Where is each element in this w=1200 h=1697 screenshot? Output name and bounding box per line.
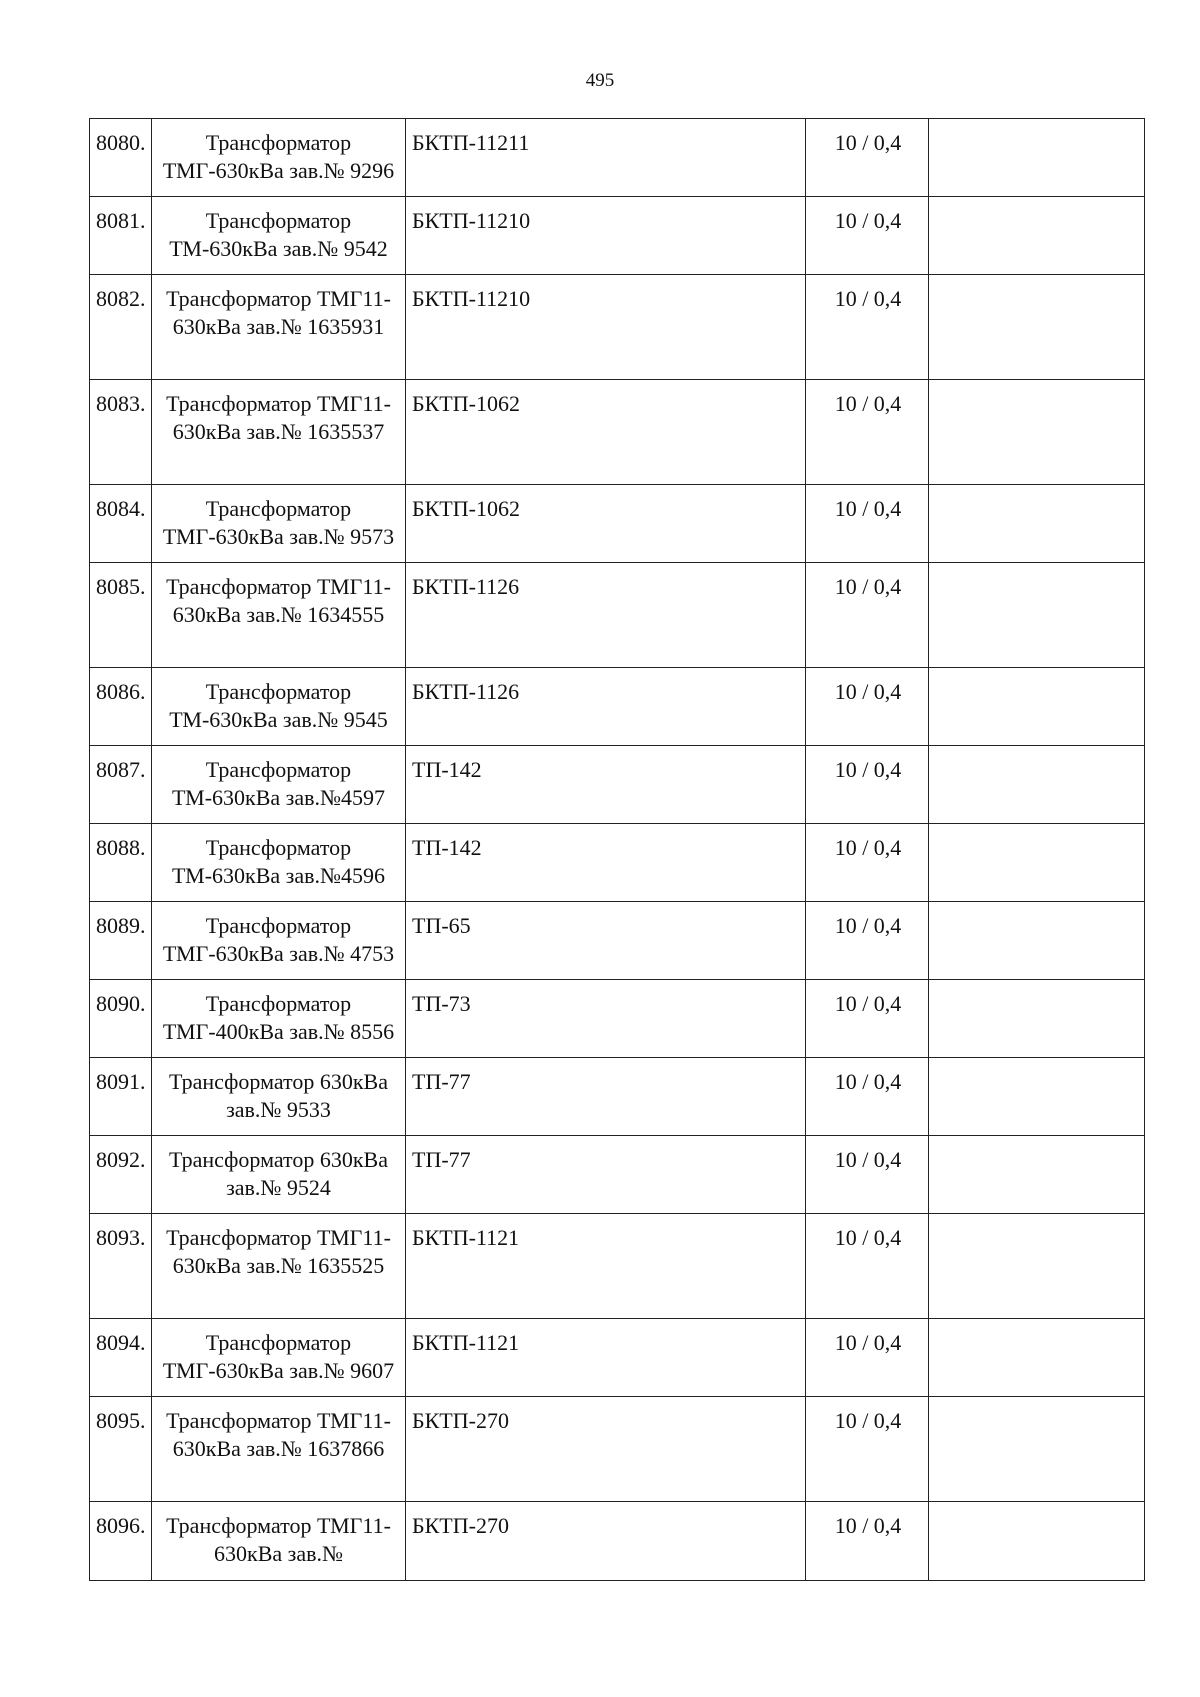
voltage: 10 / 0,4 <box>806 1319 929 1397</box>
equipment-name: Трансформатор 630кВа зав.№ 9524 <box>152 1136 406 1214</box>
row-number: 8086. <box>90 668 152 746</box>
substation: БКТП-11211 <box>406 119 806 197</box>
substation: БКТП-1126 <box>406 563 806 668</box>
empty-cell <box>929 1136 1145 1214</box>
equipment-name: Трансформатор ТМ-630кВа зав.№ 9542 <box>152 197 406 275</box>
row-number: 8085. <box>90 563 152 668</box>
row-number: 8094. <box>90 1319 152 1397</box>
equipment-name: Трансформатор ТМ-630кВа зав.№4597 <box>152 746 406 824</box>
page-number: 495 <box>585 70 615 91</box>
voltage: 10 / 0,4 <box>806 380 929 485</box>
table-row <box>90 1319 1145 1397</box>
equipment-table <box>89 118 1145 1581</box>
equipment-name: Трансформатор ТМГ11-630кВа зав.№ 1637866 <box>152 1397 406 1502</box>
equipment-name: Трансформатор ТМГ-630кВа зав.№ 9296 <box>152 119 406 197</box>
table-row <box>90 1502 1145 1581</box>
voltage: 10 / 0,4 <box>806 275 929 380</box>
voltage: 10 / 0,4 <box>806 1397 929 1502</box>
equipment-name: Трансформатор ТМГ-630кВа зав.№ 4753 <box>152 902 406 980</box>
voltage: 10 / 0,4 <box>806 119 929 197</box>
voltage: 10 / 0,4 <box>806 1502 929 1581</box>
voltage: 10 / 0,4 <box>806 1214 929 1319</box>
empty-cell <box>929 119 1145 197</box>
voltage: 10 / 0,4 <box>806 563 929 668</box>
empty-cell <box>929 275 1145 380</box>
voltage: 10 / 0,4 <box>806 902 929 980</box>
voltage: 10 / 0,4 <box>806 980 929 1058</box>
equipment-name: Трансформатор ТМГ-630кВа зав.№ 9573 <box>152 485 406 563</box>
empty-cell <box>929 380 1145 485</box>
voltage: 10 / 0,4 <box>806 668 929 746</box>
empty-cell <box>929 824 1145 902</box>
empty-cell <box>929 902 1145 980</box>
equipment-name: Трансформатор ТМ-630кВа зав.№ 9545 <box>152 668 406 746</box>
equipment-name: Трансформатор ТМ-630кВа зав.№4596 <box>152 824 406 902</box>
substation: БКТП-11210 <box>406 275 806 380</box>
empty-cell <box>929 746 1145 824</box>
substation: ТП-73 <box>406 980 806 1058</box>
substation: БКТП-1121 <box>406 1319 806 1397</box>
row-number: 8087. <box>90 746 152 824</box>
empty-cell <box>929 980 1145 1058</box>
table-row <box>90 1058 1145 1136</box>
row-number: 8080. <box>90 119 152 197</box>
row-number: 8084. <box>90 485 152 563</box>
table-row <box>90 824 1145 902</box>
row-number: 8090. <box>90 980 152 1058</box>
empty-cell <box>929 563 1145 668</box>
empty-cell <box>929 485 1145 563</box>
table-row <box>90 119 1145 197</box>
substation: БКТП-1126 <box>406 668 806 746</box>
table-row <box>90 1214 1145 1319</box>
voltage: 10 / 0,4 <box>806 485 929 563</box>
table-row <box>90 1136 1145 1214</box>
substation: ТП-77 <box>406 1136 806 1214</box>
substation: ТП-77 <box>406 1058 806 1136</box>
voltage: 10 / 0,4 <box>806 197 929 275</box>
substation: ТП-65 <box>406 902 806 980</box>
table-row <box>90 980 1145 1058</box>
substation: ТП-142 <box>406 746 806 824</box>
row-number: 8095. <box>90 1397 152 1502</box>
substation: БКТП-11210 <box>406 197 806 275</box>
row-number: 8083. <box>90 380 152 485</box>
empty-cell <box>929 1319 1145 1397</box>
substation: БКТП-1121 <box>406 1214 806 1319</box>
substation: БКТП-270 <box>406 1502 806 1581</box>
row-number: 8088. <box>90 824 152 902</box>
table-row <box>90 1397 1145 1502</box>
table-row <box>90 485 1145 563</box>
row-number: 8081. <box>90 197 152 275</box>
equipment-name: Трансформатор ТМГ-400кВа зав.№ 8556 <box>152 980 406 1058</box>
equipment-name: Трансформатор ТМГ11-630кВа зав.№ 1634555 <box>152 563 406 668</box>
empty-cell <box>929 197 1145 275</box>
voltage: 10 / 0,4 <box>806 824 929 902</box>
empty-cell <box>929 668 1145 746</box>
table-row <box>90 197 1145 275</box>
row-number: 8092. <box>90 1136 152 1214</box>
equipment-name: Трансформатор 630кВа зав.№ 9533 <box>152 1058 406 1136</box>
voltage: 10 / 0,4 <box>806 1136 929 1214</box>
table-row <box>90 380 1145 485</box>
row-number: 8089. <box>90 902 152 980</box>
voltage: 10 / 0,4 <box>806 1058 929 1136</box>
empty-cell <box>929 1214 1145 1319</box>
empty-cell <box>929 1502 1145 1581</box>
equipment-name: Трансформатор ТМГ-630кВа зав.№ 9607 <box>152 1319 406 1397</box>
row-number: 8091. <box>90 1058 152 1136</box>
equipment-name: Трансформатор ТМГ11-630кВа зав.№ 1635537 <box>152 380 406 485</box>
table-row <box>90 746 1145 824</box>
substation: БКТП-1062 <box>406 485 806 563</box>
table-row <box>90 275 1145 380</box>
empty-cell <box>929 1058 1145 1136</box>
row-number: 8082. <box>90 275 152 380</box>
row-number: 8093. <box>90 1214 152 1319</box>
table-row <box>90 563 1145 668</box>
empty-cell <box>929 1397 1145 1502</box>
row-number: 8096. <box>90 1502 152 1581</box>
substation: ТП-142 <box>406 824 806 902</box>
equipment-name: Трансформатор ТМГ11-630кВа зав.№ 1635931 <box>152 275 406 380</box>
voltage: 10 / 0,4 <box>806 746 929 824</box>
table-row <box>90 668 1145 746</box>
equipment-name: Трансформатор ТМГ11-630кВа зав.№ <box>152 1502 406 1581</box>
substation: БКТП-1062 <box>406 380 806 485</box>
table-row <box>90 902 1145 980</box>
equipment-name: Трансформатор ТМГ11- 630кВа зав.№ 1635525 <box>152 1214 406 1319</box>
substation: БКТП-270 <box>406 1397 806 1502</box>
